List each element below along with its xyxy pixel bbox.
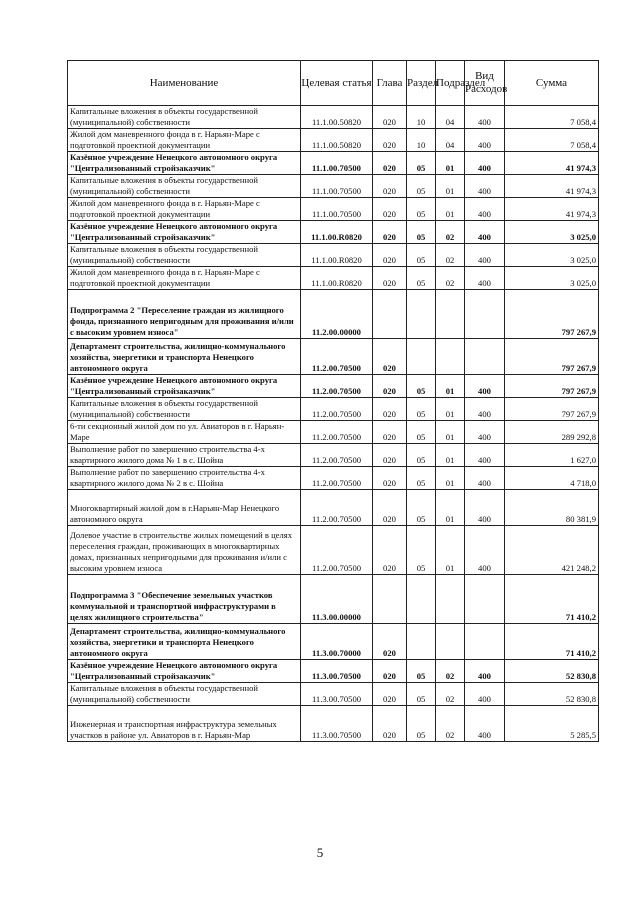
cell-type: 400 — [465, 398, 505, 421]
cell-chapter: 020 — [373, 526, 407, 575]
cell-section: 05 — [407, 467, 436, 490]
cell-name: Департамент строительства, жилищно-коммунального хозяйства, энергетики и транспорта Ненецкого автономного округа — [68, 339, 301, 375]
cell-type: 400 — [465, 490, 505, 526]
header-section: Раздел — [407, 61, 436, 106]
cell-type: 400 — [465, 198, 505, 221]
cell-chapter: 020 — [373, 221, 407, 244]
table-row — [68, 198, 599, 221]
cell-subsection: 02 — [436, 244, 465, 267]
cell-chapter: 020 — [373, 129, 407, 152]
cell-subsection: 01 — [436, 375, 465, 398]
cell-subsection: 01 — [436, 198, 465, 221]
cell-section: 05 — [407, 683, 436, 706]
cell-sum: 7 058,4 — [505, 129, 599, 152]
cell-sum: 3 025,0 — [505, 244, 599, 267]
cell-chapter: 020 — [373, 624, 407, 660]
table-row — [68, 683, 599, 706]
budget-table — [67, 60, 599, 742]
cell-type: 400 — [465, 106, 505, 129]
cell-subsection: 01 — [436, 398, 465, 421]
cell-sum: 797 267,9 — [505, 375, 599, 398]
header-sum: Сумма — [505, 61, 599, 106]
cell-subsection: 02 — [436, 267, 465, 290]
header-chapter: Глава — [373, 61, 407, 106]
cell-name: Казённое учреждение Ненецкого автономного округа "Централизованный стройзаказчик" — [68, 221, 301, 244]
cell-section: 10 — [407, 106, 436, 129]
cell-type — [465, 624, 505, 660]
cell-sum: 41 974,3 — [505, 152, 599, 175]
cell-subsection: 01 — [436, 526, 465, 575]
cell-name: Департамент строительства, жилищно-коммунального хозяйства, энергетики и транспорта Ненецкого автономного округа — [68, 624, 301, 660]
cell-chapter — [373, 290, 407, 339]
cell-name: Капитальные вложения в объекты государственной (муниципальной) собственности — [68, 683, 301, 706]
table-row — [68, 221, 599, 244]
cell-section: 05 — [407, 444, 436, 467]
cell-subsection: 02 — [436, 706, 465, 742]
cell-chapter: 020 — [373, 175, 407, 198]
table-row — [68, 706, 599, 742]
cell-section: 05 — [407, 398, 436, 421]
cell-name: Жилой дом маневренного фонда в г. Нарьян-Маре с подготовкой проектной документации — [68, 129, 301, 152]
cell-chapter: 020 — [373, 444, 407, 467]
cell-subsection — [436, 339, 465, 375]
cell-sum: 41 974,3 — [505, 198, 599, 221]
cell-section — [407, 575, 436, 624]
header-row — [68, 61, 599, 106]
cell-chapter — [373, 575, 407, 624]
cell-type: 400 — [465, 221, 505, 244]
header-expense-type: Вид Расходов — [465, 61, 505, 106]
cell-article: 11.2.00.70500 — [301, 490, 373, 526]
cell-chapter: 020 — [373, 706, 407, 742]
cell-type: 400 — [465, 706, 505, 742]
cell-article: 11.3.00.70000 — [301, 624, 373, 660]
cell-article: 11.2.00.70500 — [301, 375, 373, 398]
cell-sum: 3 025,0 — [505, 267, 599, 290]
cell-sum: 80 381,9 — [505, 490, 599, 526]
cell-article: 11.3.00.70500 — [301, 660, 373, 683]
cell-chapter: 020 — [373, 490, 407, 526]
table-row — [68, 444, 599, 467]
cell-article: 11.3.00.70500 — [301, 706, 373, 742]
cell-section: 05 — [407, 490, 436, 526]
cell-name: 6-ти секционный жилой дом по ул. Авиаторов в г. Нарьян-Маре — [68, 421, 301, 444]
cell-subsection: 01 — [436, 467, 465, 490]
cell-section: 05 — [407, 375, 436, 398]
cell-subsection: 02 — [436, 660, 465, 683]
cell-article: 11.1.00.70500 — [301, 198, 373, 221]
cell-subsection: 01 — [436, 421, 465, 444]
cell-subsection: 02 — [436, 221, 465, 244]
table-row — [68, 398, 599, 421]
cell-subsection: 01 — [436, 444, 465, 467]
cell-article: 11.1.00.50820 — [301, 106, 373, 129]
cell-sum: 797 267,9 — [505, 339, 599, 375]
cell-section: 10 — [407, 129, 436, 152]
cell-section: 05 — [407, 175, 436, 198]
table-body — [68, 106, 599, 742]
cell-article: 11.3.00.00000 — [301, 575, 373, 624]
table-row — [68, 490, 599, 526]
cell-chapter: 020 — [373, 467, 407, 490]
cell-section — [407, 339, 436, 375]
cell-section: 05 — [407, 706, 436, 742]
cell-section: 05 — [407, 526, 436, 575]
cell-type: 400 — [465, 129, 505, 152]
table-row — [68, 267, 599, 290]
cell-type: 400 — [465, 683, 505, 706]
cell-section: 05 — [407, 221, 436, 244]
cell-type: 400 — [465, 267, 505, 290]
cell-name: Жилой дом маневренного фонда в г. Нарьян-Маре с подготовкой проектной документации — [68, 198, 301, 221]
cell-section: 05 — [407, 244, 436, 267]
cell-section: 05 — [407, 660, 436, 683]
cell-name: Подпрограмма 3 "Обеспечение земельных участков коммунальной и транспортной инфраструктурами в целях жилищного строительства" — [68, 575, 301, 624]
table-row — [68, 339, 599, 375]
cell-section: 05 — [407, 421, 436, 444]
table-row — [68, 129, 599, 152]
cell-chapter: 020 — [373, 375, 407, 398]
header-subsection: Подраздел — [436, 61, 465, 106]
cell-article: 11.2.00.70500 — [301, 467, 373, 490]
cell-subsection — [436, 575, 465, 624]
table-row — [68, 290, 599, 339]
cell-article: 11.1.00.R0820 — [301, 267, 373, 290]
cell-chapter: 020 — [373, 267, 407, 290]
cell-name: Инженерная и транспортная инфраструктура земельных участков в районе ул. Авиаторов в г. Нарьян-Мар — [68, 706, 301, 742]
cell-name: Капитальные вложения в объекты государственной (муниципальной) собственности — [68, 175, 301, 198]
cell-sum: 71 410,2 — [505, 575, 599, 624]
table-row — [68, 244, 599, 267]
cell-sum: 52 830,8 — [505, 683, 599, 706]
cell-section — [407, 290, 436, 339]
cell-type — [465, 339, 505, 375]
table-row — [68, 421, 599, 444]
cell-article: 11.2.00.70500 — [301, 339, 373, 375]
cell-subsection: 01 — [436, 152, 465, 175]
cell-sum: 52 830,8 — [505, 660, 599, 683]
cell-sum: 7 058,4 — [505, 106, 599, 129]
table-row — [68, 467, 599, 490]
cell-sum: 71 410,2 — [505, 624, 599, 660]
cell-subsection: 04 — [436, 106, 465, 129]
cell-subsection — [436, 290, 465, 339]
cell-chapter: 020 — [373, 198, 407, 221]
page-number: 5 — [316, 845, 324, 860]
table-row — [68, 106, 599, 129]
cell-name: Капитальные вложения в объекты государственной (муниципальной) собственности — [68, 106, 301, 129]
cell-chapter: 020 — [373, 339, 407, 375]
cell-subsection: 01 — [436, 175, 465, 198]
cell-type: 400 — [465, 444, 505, 467]
cell-chapter: 020 — [373, 660, 407, 683]
cell-name: Капитальные вложения в объекты государственной (муниципальной) собственности — [68, 244, 301, 267]
cell-sum: 3 025,0 — [505, 221, 599, 244]
cell-type: 400 — [465, 375, 505, 398]
header-article: Целевая статья — [301, 61, 373, 106]
cell-chapter: 020 — [373, 398, 407, 421]
cell-name: Казённое учреждение Ненецкого автономного округа "Централизованный стройзаказчик" — [68, 660, 301, 683]
table-row — [68, 375, 599, 398]
cell-subsection: 04 — [436, 129, 465, 152]
cell-article: 11.2.00.00000 — [301, 290, 373, 339]
cell-chapter: 020 — [373, 152, 407, 175]
cell-name: Выполнение работ по завершению строительства 4-х квартирного жилого дома № 1 в с. Шойна — [68, 444, 301, 467]
cell-section — [407, 624, 436, 660]
cell-chapter: 020 — [373, 244, 407, 267]
cell-sum: 797 267,9 — [505, 398, 599, 421]
table-row — [68, 660, 599, 683]
cell-article: 11.2.00.70500 — [301, 421, 373, 444]
cell-type — [465, 575, 505, 624]
cell-name: Подпрограмма 2 "Переселение граждан из жилищного фонда, признанного непригодным для проживания и/или с высоким уровнем износа" — [68, 290, 301, 339]
cell-subsection — [436, 624, 465, 660]
cell-sum: 41 974,3 — [505, 175, 599, 198]
cell-type: 400 — [465, 175, 505, 198]
cell-article: 11.2.00.70500 — [301, 398, 373, 421]
cell-chapter: 020 — [373, 106, 407, 129]
cell-article: 11.3.00.70500 — [301, 683, 373, 706]
cell-sum: 421 248,2 — [505, 526, 599, 575]
cell-chapter: 020 — [373, 683, 407, 706]
cell-section: 05 — [407, 152, 436, 175]
table-row — [68, 526, 599, 575]
header-name: Наименование — [68, 61, 301, 106]
cell-article: 11.1.00.50820 — [301, 129, 373, 152]
cell-name: Казённое учреждение Ненецкого автономного округа "Централизованный стройзаказчик" — [68, 375, 301, 398]
cell-name: Капитальные вложения в объекты государственной (муниципальной) собственности — [68, 398, 301, 421]
cell-article: 11.2.00.70500 — [301, 526, 373, 575]
cell-sum: 797 267,9 — [505, 290, 599, 339]
cell-article: 11.1.00.R0820 — [301, 221, 373, 244]
table-row — [68, 152, 599, 175]
cell-subsection: 02 — [436, 683, 465, 706]
cell-name: Выполнение работ по завершению строительства 4-х квартирного жилого дома № 2 в с. Шойна — [68, 467, 301, 490]
cell-type: 400 — [465, 421, 505, 444]
cell-article: 11.1.00.70500 — [301, 152, 373, 175]
cell-article: 11.1.00.R0820 — [301, 244, 373, 267]
cell-name: Долевое участие в строительстве жилых помещений в целях переселения граждан, проживающих в многоквартирных домах, признанных непригодными для проживания и/или с высоким уровнем износа — [68, 526, 301, 575]
cell-name: Многоквартирный жилой дом в г.Нарьян-Мар Ненецкого автономного округа — [68, 490, 301, 526]
cell-name: Казённое учреждение Ненецкого автономного округа "Централизованный стройзаказчик" — [68, 152, 301, 175]
cell-sum: 4 718,0 — [505, 467, 599, 490]
cell-article: 11.2.00.70500 — [301, 444, 373, 467]
cell-section: 05 — [407, 267, 436, 290]
cell-type: 400 — [465, 660, 505, 683]
cell-type: 400 — [465, 244, 505, 267]
cell-subsection: 01 — [436, 490, 465, 526]
cell-type — [465, 290, 505, 339]
table-row — [68, 175, 599, 198]
cell-sum: 289 292,8 — [505, 421, 599, 444]
table-row — [68, 575, 599, 624]
cell-type: 400 — [465, 526, 505, 575]
cell-sum: 1 627,0 — [505, 444, 599, 467]
table-row — [68, 624, 599, 660]
cell-name: Жилой дом маневренного фонда в г. Нарьян-Маре с подготовкой проектной документации — [68, 267, 301, 290]
cell-type: 400 — [465, 467, 505, 490]
cell-sum: 5 285,5 — [505, 706, 599, 742]
cell-section: 05 — [407, 198, 436, 221]
cell-type: 400 — [465, 152, 505, 175]
cell-chapter: 020 — [373, 421, 407, 444]
cell-article: 11.1.00.70500 — [301, 175, 373, 198]
